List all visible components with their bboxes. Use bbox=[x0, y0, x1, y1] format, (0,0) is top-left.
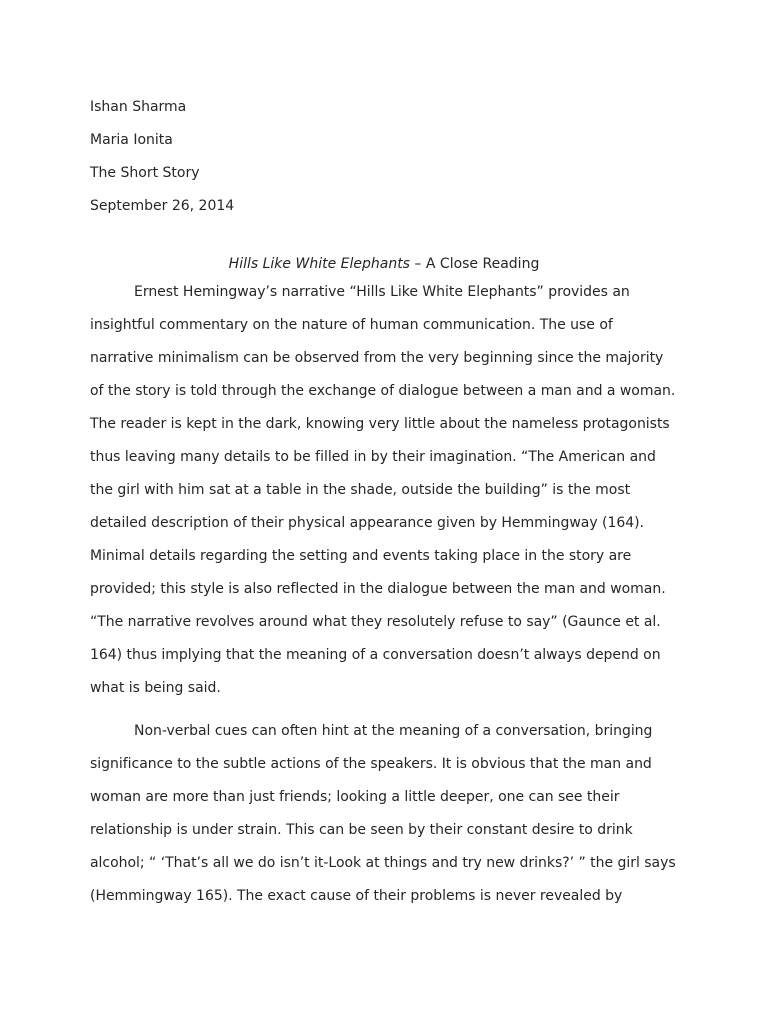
author-name: Ishan Sharma bbox=[90, 99, 187, 115]
paragraph-2: Non-verbal cues can often hint at the meaning of a conversation, bringing significance to the subtle actions of the speakers. It is obvious that the man and woman are more than just friends; looking a little deeper, one can see their relationship is under strain. This can be seen by their constant desire to drink alcohol; “ ‘That’s all we do isn’t it-Look at things and try new drinks?’ ” the girl says (Hemmingway 165). The exact cause of their problems is never revealed by bbox=[90, 723, 676, 904]
title-italic: Hills Like White Elephants bbox=[228, 256, 410, 272]
paragraph-1: Ernest Hemingway’s narrative “Hills Like White Elephants” provides an insightful commentary on the nature of human communication. The use of narrative minimalism can be observed from the very beginning since the majority of the story is told through the exchange of dialogue between a man and a woman. The reader is kept in the dark, knowing very little about the nameless protagonists thus leaving many details to be filled in by their imagination. “The American and the girl with him sat at a table in the shade, outside the building” is the most detailed description of their physical appearance given by Hemmingway (164). Minimal details regarding the setting and events taking place in the story are provided; this style is also reflected in the dialogue between the man and woman. “The narrative revolves around what they resolutely refuse to say” (Gaunce et al. 164) thus implying that the meaning of a conversation doesn’t always depend on what is being said. bbox=[90, 284, 676, 696]
instructor-name: Maria Ionita bbox=[90, 132, 173, 148]
title-rest: – A Close Reading bbox=[409, 256, 540, 272]
course-name: The Short Story bbox=[90, 165, 200, 181]
essay-title bbox=[90, 252, 678, 276]
header-block bbox=[90, 0, 678, 223]
date: September 26, 2014 bbox=[90, 198, 235, 214]
